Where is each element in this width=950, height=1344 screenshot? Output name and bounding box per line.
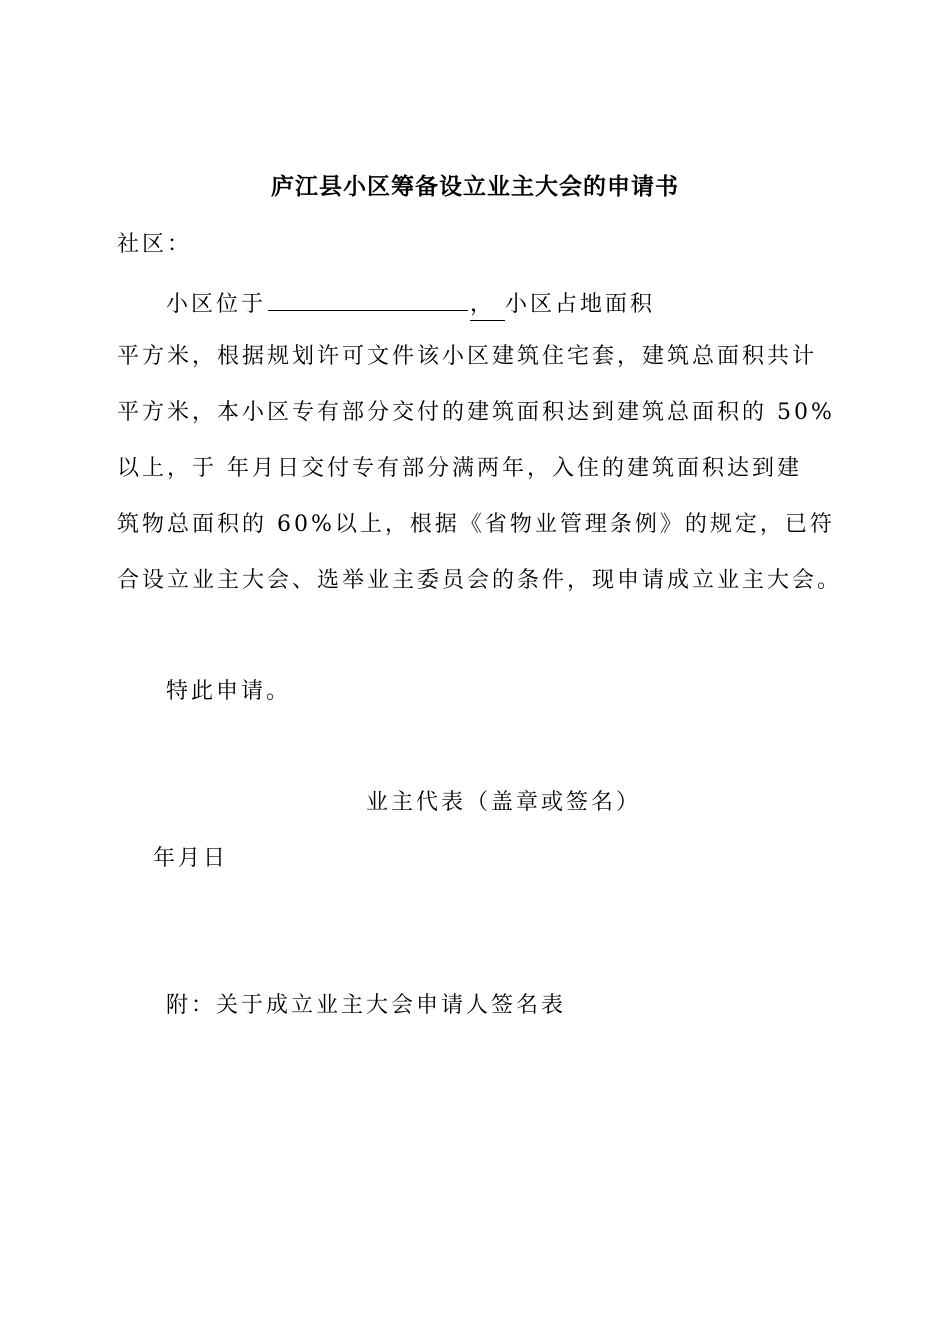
signature-line: 业主代表（盖章或签名） <box>366 790 642 815</box>
date-line: 年月日 <box>153 846 229 871</box>
attachment-note: 附：关于成立业主大会申请人签名表 <box>166 993 567 1018</box>
para1-suffix: 小区占地面积 <box>505 292 656 317</box>
paragraph-line-3: 平方米，本小区专有部分交付的建筑面积达到建筑总面积的 50% <box>117 400 835 425</box>
paragraph-line-1 <box>166 286 655 321</box>
paragraph-line-4: 以上，于 年月日交付专有部分满两年，入住的建筑面积达到建 <box>117 456 802 481</box>
document-title: 庐江县小区筹备设立业主大会的申请书 <box>271 173 679 200</box>
paragraph-line-6: 合设立业主大会、选举业主委员会的条件，现申请成立业主大会。 <box>117 568 843 593</box>
closing-text: 特此申请。 <box>166 679 292 704</box>
para1-prefix: 小区位于 <box>166 292 267 317</box>
paragraph-line-5: 筑物总面积的 60%以上，根据《省物业管理条例》的规定，已符 <box>117 512 835 537</box>
salutation: 社区： <box>117 232 193 257</box>
location-blank <box>268 286 468 311</box>
paragraph-line-2: 平方米，根据规划许可文件该小区建筑住宅套，建筑总面积共计 <box>117 344 818 369</box>
para1-comma: ， <box>470 290 505 321</box>
